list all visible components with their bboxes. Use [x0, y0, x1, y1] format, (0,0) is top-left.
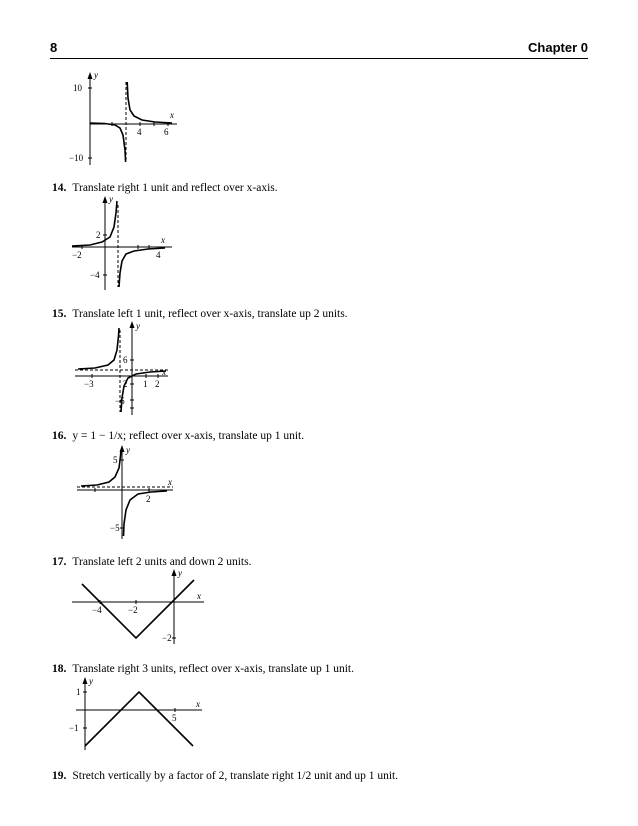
problem-19: [52, 770, 398, 782]
tick-label: −1: [69, 723, 79, 733]
problem-number: 14.: [52, 182, 67, 194]
graph-14: [60, 195, 180, 295]
tick-label: 4: [137, 127, 142, 137]
tick-label: −5: [110, 523, 120, 533]
problem-number: 15.: [52, 308, 67, 320]
tick-label: 2: [146, 494, 151, 504]
chapter-title: Chapter 0: [528, 40, 588, 55]
y-axis-label: y: [109, 194, 113, 204]
graph-16: [75, 444, 185, 544]
tick-label: 2: [123, 379, 128, 389]
problem-text: Stretch vertically by a factor of 2, translate right 1/2 unit and up 1 unit.: [72, 770, 399, 782]
tick-label: 1: [76, 687, 81, 697]
y-axis-label: y: [89, 676, 93, 686]
tick-label: −2: [72, 250, 82, 260]
tick-label: 5: [172, 713, 177, 723]
problem-text: y = 1 − 1/x; reflect over x-axis, translate up 1 unit.: [72, 430, 305, 442]
y-axis-label: y: [94, 70, 98, 80]
x-axis-label: x: [168, 477, 172, 487]
problem-text: Translate right 3 units, reflect over x-axis, translate up 1 unit.: [72, 663, 354, 675]
problem-15: [52, 308, 348, 320]
tick-label: −10: [69, 153, 84, 163]
page-header: [50, 40, 588, 59]
tick-label: 4: [156, 250, 161, 260]
tick-label: 1: [143, 379, 148, 389]
graph-18: [68, 676, 208, 756]
problem-text: Translate right 1 unit and reflect over x-axis.: [72, 182, 278, 194]
x-axis-label: x: [197, 591, 201, 601]
graph-15: [70, 320, 180, 420]
problem-16: [52, 430, 304, 442]
problem-number: 16.: [52, 430, 67, 442]
tick-label: 6: [123, 355, 128, 365]
problem-text: Translate left 2 units and down 2 units.: [72, 556, 252, 568]
problem-18: [52, 663, 354, 675]
problem-17: [52, 556, 251, 568]
tick-label: −3: [84, 379, 94, 389]
y-axis-label: y: [178, 568, 182, 578]
tick-label: −2: [162, 633, 172, 643]
problem-number: 18.: [52, 663, 67, 675]
tick-label: 2: [96, 230, 101, 240]
tick-label: −4: [92, 605, 102, 615]
tick-label: 2: [155, 379, 160, 389]
x-axis-label: x: [162, 367, 166, 377]
x-axis-label: x: [196, 699, 200, 709]
y-axis-label: y: [126, 445, 130, 455]
graph-17: [70, 568, 210, 648]
tick-label: −4: [90, 270, 100, 280]
tick-label: −2: [128, 605, 138, 615]
problem-number: 17.: [52, 556, 67, 568]
tick-label: 5: [113, 455, 118, 465]
tick-label: −6: [115, 396, 125, 406]
page-number: 8: [50, 40, 58, 55]
problem-number: 19.: [52, 770, 67, 782]
y-axis-label: y: [136, 321, 140, 331]
problem-14: [52, 182, 278, 194]
problem-text: Translate left 1 unit, reflect over x-axis, translate up 2 units.: [72, 308, 348, 320]
x-axis-label: x: [170, 110, 174, 120]
tick-label: 10: [73, 83, 82, 93]
x-axis-label: x: [161, 235, 165, 245]
graph-13: [60, 70, 200, 170]
tick-label: 6: [164, 127, 169, 137]
